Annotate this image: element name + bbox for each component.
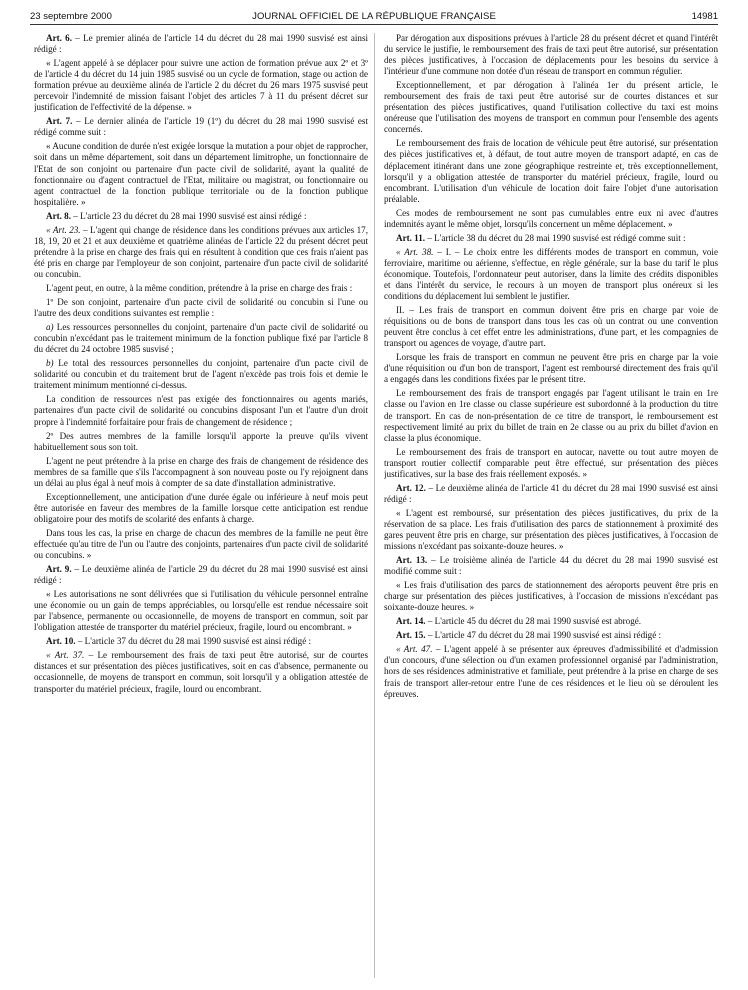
paragraph bbox=[384, 644, 718, 699]
article-reference: « Art. 38. bbox=[396, 246, 434, 257]
article-label: Art. 11. bbox=[396, 232, 426, 243]
right-column bbox=[384, 33, 718, 983]
article-text: – L'article 37 du décret du 28 mai 1990 susvisé est ainsi rédigé : bbox=[75, 636, 312, 647]
paragraph bbox=[34, 358, 368, 391]
article-label: Art. 12. bbox=[396, 482, 426, 493]
article-15-intro bbox=[384, 630, 718, 641]
paragraph: L'agent ne peut prétendre à la prise en charge des frais de changement de résidence des membres de sa famille que s'ils l'accompagnent à son nouveau poste ou l'y rejoignent dans un délai au plus égal à neuf mois à compter de sa date d'installation administrative. bbox=[34, 455, 368, 488]
article-label: Art. 7. bbox=[46, 116, 73, 127]
paragraph: Lorsque les frais de transport en commun ne peuvent être pris en charge par la voie d'une réquisition ou d'un bon de transport, l'agent est remboursé directement des frais qu'il a engagés dans les conditions fixées par le présent titre. bbox=[384, 352, 718, 385]
paragraph: « Aucune condition de durée n'est exigée lorsque la mutation a pour objet de rapprocher, soit dans un même département, soit dans un département limitrophe, un fonctionnaire de l'Etat de son conjoint ou partenaire d'un pacte civil de solidarité, ayant la qualité de fonctionnaire ou d'agent contractuel de l'Etat, militaire ou magistrat, ou fonctionnaire ou agent contractuel de la fonction publique territoriale ou de la fonction publique hospitalière. » bbox=[34, 141, 368, 207]
article-label: Art. 15. bbox=[396, 630, 426, 641]
article-text: – Le troisième alinéa de l'article 44 du décret du 28 mai 1990 susvisé est modifié comme suit : bbox=[384, 555, 718, 577]
paragraph: « L'agent est remboursé, sur présentation des pièces justificatives, du prix de la réservation de sa place. Les frais d'utilisation des parcs de stationnement à proximité des gares peuvent être pris en charge, sur présentation des pièces justificatives, à l'occasion de missions n'excédant pas soixante-douze heures. » bbox=[384, 507, 718, 552]
paragraph: Exceptionnellement, une anticipation d'une durée égale ou inférieure à neuf mois peut être autorisée en faveur des membres de la famille lorsque cette anticipation est rendue obligatoire pour des motifs de scolarité des enfants à charge. bbox=[34, 491, 368, 524]
article-text: – Le deuxième alinéa de l'article 29 du décret du 28 mai 1990 susvisé est ainsi rédigé : bbox=[34, 564, 368, 586]
article-text: – L'article 38 du décret du 28 mai 1990 susvisé est rédigé comme suit : bbox=[425, 232, 686, 243]
article-label: Art. 13. bbox=[396, 555, 428, 566]
paragraph: II. – Les frais de transport en commun doivent être pris en charge par voie de réquisitions ou de bons de transport dans tous les cas où un contrat ou une convention peuvent être conclus à cet effet entre les administrations, d'une part, et les compagnies de transport ou agences de voyage, d'autre part. bbox=[384, 305, 718, 349]
paragraph bbox=[384, 247, 718, 302]
paragraph bbox=[34, 650, 368, 694]
article-11-intro bbox=[384, 233, 718, 244]
paragraph: « Les frais d'utilisation des parcs de stationnement des aéroports peuvent être pris en charge sur présentation des pièces justificatives, à l'occasion de missions n'excédant pas soixante-douze heures. » bbox=[384, 580, 718, 613]
article-13-intro bbox=[384, 555, 718, 577]
paragraph-text: – L'agent qui change de résidence dans les conditions prévues aux articles 17, 18, 19, 20 et 21 et aux deuxième et quatrième alinéas de l'article 22 du présent décret peut prétendre à la prise en charge des frais qui en résultent à condition que ces frais n'aient pas été pris en charge par l'employeur de son conjoint, partenaire d'un pacte civil de solidarité ou concubin. bbox=[34, 224, 368, 279]
paragraph-text: Le total des ressources personnelles du conjoint, partenaire d'un pacte civil de solidarité ou concubin et du traitement brut de l'agent n'excède pas trois fois et demie le traitement minimum mentionné ci-dessus. bbox=[34, 358, 368, 391]
paragraph: Dans tous les cas, la prise en charge de chacun des membres de la famille ne peut être effectuée qu'au titre de l'un ou l'autre des conjoints, partenaires d'un pacte civil de solidarité ou concubins. » bbox=[34, 527, 368, 561]
paragraph-text: – I. – Le choix entre les différents modes de transport en commun, voie ferroviaire, maritime ou aérienne, s'effectue, en règle générale, sur la base du tarif le plus économique. Toutefois, l'ordonnateur peut autoriser, dans la limite des crédits disponibles et dans l'intérêt du service, le recours à un moyen de transport plus onéreux si les conditions du déplacement lui semblent le justifier. bbox=[384, 246, 718, 302]
article-12-intro bbox=[384, 483, 718, 505]
paragraph: Le remboursement des frais de transport engagés par l'agent utilisant le train en 1re classe ou l'avion en 1re classe ou classe supérieure est subordonné à la production du titre de transport. En cas de non-présentation de ce titre de transport, le remboursement est respectivement limité au prix du billet de train en 2e classe ou au prix du billet d'avion en classe la plus économique. bbox=[384, 388, 718, 443]
article-text: – Le dernier alinéa de l'article 19 (1º) du décret du 28 mai 1990 susvisé est rédigé comme suit : bbox=[34, 116, 368, 138]
article-reference: « Art. 23. bbox=[46, 224, 81, 235]
article-10-intro bbox=[34, 636, 368, 647]
header-date: 23 septembre 2000 bbox=[30, 11, 112, 22]
paragraph: « Les autorisations ne sont délivrées que si l'utilisation du véhicule personnel entraîne une économie ou un gain de temps appréciables, ou lorsqu'elle est rendue nécessaire soit par l'absence, permanente ou occasionnelle, de moyens de transport en commun, soit par l'obligation attestée de transporter du matériel précieux, fragile, lourd ou encombrant. » bbox=[34, 589, 368, 633]
header-page-number: 14981 bbox=[691, 11, 718, 22]
article-6-intro bbox=[34, 33, 368, 55]
left-column bbox=[34, 33, 368, 983]
article-text: – Le deuxième alinéa de l'article 41 du décret du 28 mai 1990 susvisé est ainsi rédigé : bbox=[384, 482, 718, 504]
paragraph: Le remboursement des frais de transport en autocar, navette ou tout autre moyen de transport routier collectif comparable peut être effectué, sur présentation des pièces justificatives, sur la base des frais réellement exposés. » bbox=[384, 446, 718, 479]
header-journal-title: JOURNAL OFFICIEL DE LA RÉPUBLIQUE FRANÇAISE bbox=[252, 11, 496, 22]
article-text: – Le premier alinéa de l'article 14 du décret du 28 mai 1990 susvisé est ainsi rédigé : bbox=[34, 33, 368, 55]
column-separator bbox=[374, 33, 375, 978]
article-14-intro bbox=[384, 616, 718, 627]
paragraph: Le remboursement des frais de location de véhicule peut être autorisé, sur présentation des pièces justificatives et, à défaut, de tout autre moyen de transport adapté, en cas de déplacement itinérant dans une zone géographique restreinte et, très exceptionnellement, lorsqu'il y a obligation attestée de transporter du matériel précieux, fragile, lourd ou encombrant. L'utilisation d'un véhicule de location doit faire l'objet d'une autorisation préalable. bbox=[384, 138, 718, 204]
paragraph: 2º Des autres membres de la famille lorsqu'il apporte la preuve qu'ils vivent habituellement sous son toit. bbox=[34, 430, 368, 452]
article-text: – L'article 45 du décret du 28 mai 1990 susvisé est abrogé. bbox=[425, 616, 642, 627]
paragraph bbox=[34, 322, 368, 355]
article-9-intro bbox=[34, 564, 368, 586]
list-marker: a) bbox=[46, 322, 54, 333]
paragraph-text: Les ressources personnelles du conjoint, partenaire d'un pacte civil de solidarité ou concubin n'excédant pas le traitement minimum de la fonction publique fixé par l'article 8 du décret du 24 octobre 1985 susvisé ; bbox=[34, 322, 368, 355]
paragraph: L'agent peut, en outre, à la même condition, prétendre à la prise en charge des frais : bbox=[46, 282, 353, 293]
paragraph-text: – L'agent appelé à se présenter aux épreuves d'admissibilité et d'admission d'un concours, d'une sélection ou d'un examen professionnel organisé par l'administration, hors de ses résidences administrative et familiale, peut prétendre à la prise en charge de ses frais de transport aller-retour entre l'une de ces résidences et le lieu où se déroulent les épreuves. bbox=[384, 644, 718, 699]
article-8-intro bbox=[34, 211, 368, 222]
list-marker: b) bbox=[46, 358, 54, 369]
article-label: Art. 8. bbox=[46, 210, 71, 221]
paragraph: Ces modes de remboursement ne sont pas cumulables entre eux ni avec d'autres indemnités ayant le même objet, lorsqu'ils concernent un même déplacement. » bbox=[384, 207, 718, 229]
article-7-intro bbox=[34, 116, 368, 138]
article-text: – L'article 23 du décret du 28 mai 1990 susvisé est ainsi rédigé : bbox=[71, 210, 307, 221]
article-text: – L'article 47 du décret du 28 mai 1990 susvisé est ainsi rédigé : bbox=[425, 630, 662, 641]
paragraph: Exceptionnellement, et par dérogation à l'alinéa 1er du présent article, le remboursement des frais de taxi peut être autorisé sur de courtes distances et sur présentation des pièces justificatives, quand l'utilisation collective du taxi est moins onéreuse que l'utilisation des moyens de transport en commun pour l'ensemble des agents concernés. bbox=[384, 80, 718, 135]
paragraph: 1º De son conjoint, partenaire d'un pacte civil de solidarité ou concubin si l'une ou l'autre des deux conditions suivantes est remplie : bbox=[34, 297, 368, 319]
article-label: Art. 14. bbox=[396, 616, 426, 627]
paragraph bbox=[34, 225, 368, 280]
article-label: Art. 10. bbox=[46, 636, 76, 647]
paragraph: « L'agent appelé à se déplacer pour suivre une action de formation prévue aux 2º et 3º de l'article 4 du décret du 14 juin 1985 susvisé ou un cycle de formation, stage ou action de formation prévue au deuxième alinéa de l'article 2 du décret du 26 mars 1975 susvisé peut percevoir l'indemnité de mission faisant l'objet des articles 7 à 11 du présent décret sur justification de l'effectivité de la dépense. » bbox=[34, 58, 368, 113]
paragraph-text: – Le remboursement des frais de taxi peut être autorisé, sur de courtes distances et sur présentation des pièces justificatives, soit en cas d'absence, permanente ou occasionnelle, de moyens de transport en commun, soit lorsqu'il y a obligation attestée de transporter du matériel précieux, fragile, lourd ou encombrant. bbox=[34, 650, 368, 694]
header-rule bbox=[30, 24, 718, 25]
article-label: Art. 6. bbox=[46, 33, 73, 43]
paragraph: Par dérogation aux dispositions prévues à l'article 28 du présent décret et quand l'intérêt du service le justifie, le remboursement des frais de taxi peut être autorisé, sur présentation des pièces justificatives, à l'occasion de déplacements pour les besoins du service à l'intérieur d'une commune non dotée d'un réseau de transport en commun régulier. bbox=[384, 33, 718, 77]
paragraph: La condition de ressources n'est pas exigée des fonctionnaires ou agents mariés, partenaires d'un pacte civil de solidarité ou concubins disposant l'un et l'autre d'un droit propre à l'indemnité forfaitaire pour frais de changement de résidence ; bbox=[34, 394, 368, 427]
article-reference: « Art. 37. bbox=[46, 650, 85, 661]
article-label: Art. 9. bbox=[46, 564, 72, 575]
article-reference: « Art. 47. bbox=[396, 644, 433, 655]
